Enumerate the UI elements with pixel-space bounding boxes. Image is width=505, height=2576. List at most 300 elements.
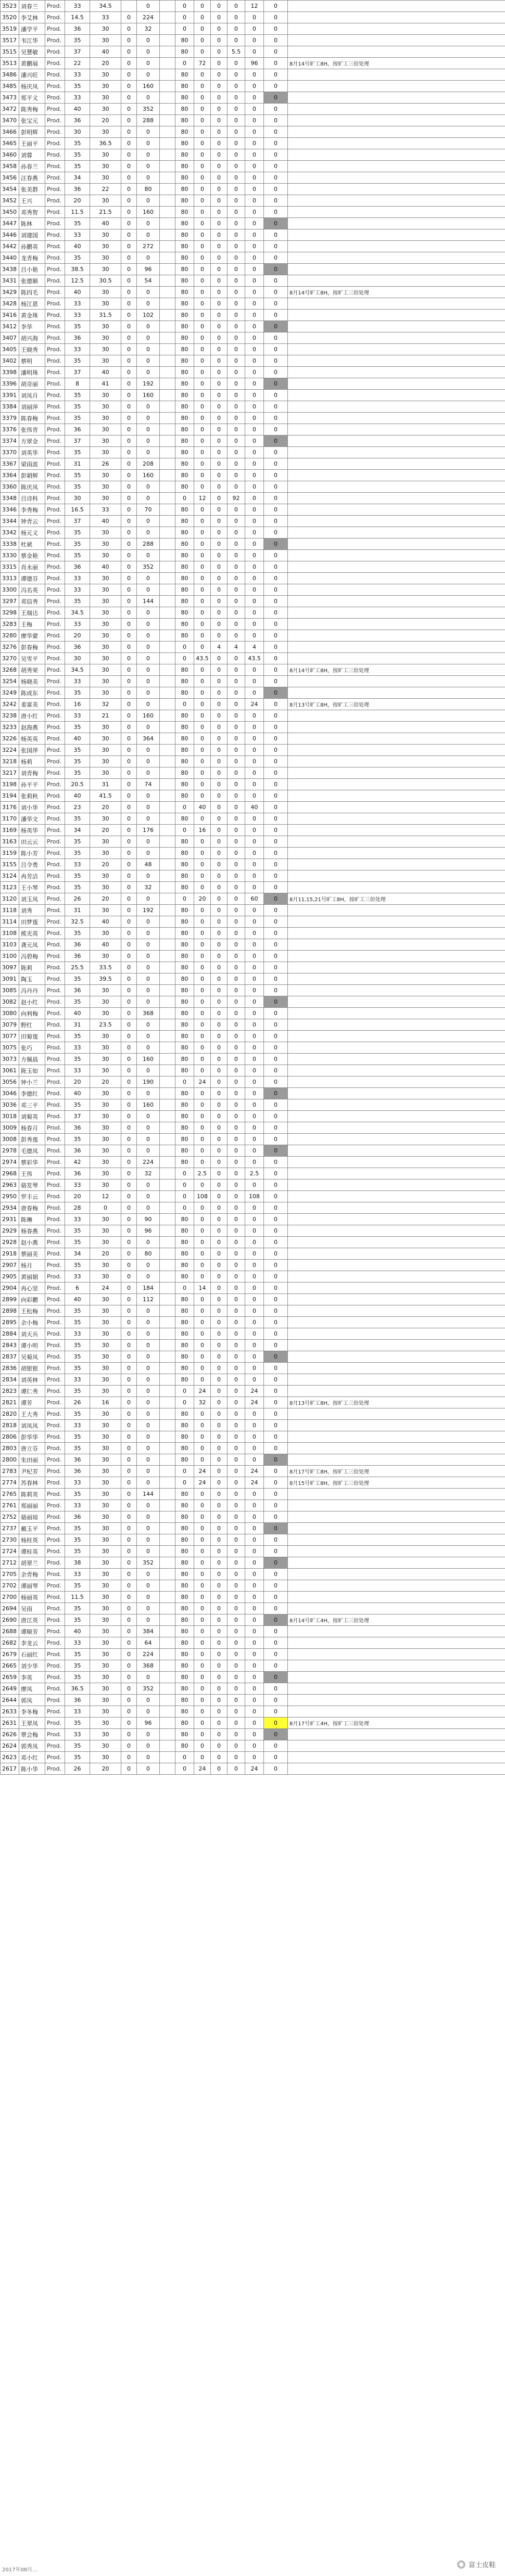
- cell-j: 0: [245, 573, 264, 584]
- cell-type: Prod.: [45, 1111, 65, 1122]
- cell-i: 0: [228, 435, 245, 447]
- cell-c: 0: [121, 699, 137, 710]
- cell-i: 0: [228, 1111, 245, 1122]
- cell-id: 2974: [1, 1157, 19, 1168]
- cell-note: [288, 355, 505, 367]
- cell-h: 0: [211, 1649, 228, 1660]
- cell-h: 0: [211, 1111, 228, 1122]
- cell-a: 20: [65, 1191, 90, 1202]
- cell-e: [160, 1523, 175, 1534]
- cell-note: [288, 252, 505, 264]
- cell-k: 0: [264, 58, 288, 69]
- cell-b: 30: [90, 1054, 121, 1065]
- cell-a: 25.5: [65, 962, 90, 973]
- cell-k: 0: [264, 1363, 288, 1374]
- cell-c: 0: [121, 390, 137, 401]
- cell-type: Prod.: [45, 1603, 65, 1614]
- cell-id: 2803: [1, 1443, 19, 1454]
- cell-b: 30: [90, 1706, 121, 1718]
- cell-b: 41: [90, 378, 121, 390]
- cell-d: 0: [137, 1202, 160, 1214]
- cell-a: 35: [65, 1099, 90, 1111]
- cell-c: 0: [121, 367, 137, 378]
- cell-note: 8月13号旷工8H，按旷工三倍处理: [288, 1397, 505, 1408]
- cell-e: [160, 504, 175, 516]
- cell-f: 0: [175, 1191, 194, 1202]
- table-row: [1, 893, 505, 905]
- cell-j: 0: [245, 1511, 264, 1523]
- cell-f: 80: [175, 1157, 194, 1168]
- cell-k: 0: [264, 149, 288, 161]
- cell-id: 2737: [1, 1523, 19, 1534]
- cell-f: 80: [175, 1649, 194, 1660]
- cell-g: 0: [194, 1157, 211, 1168]
- cell-id: 2899: [1, 1294, 19, 1305]
- cell-b: 30: [90, 1294, 121, 1305]
- cell-b: 24: [90, 1283, 121, 1294]
- cell-i: 0: [228, 1386, 245, 1397]
- cell-a: 40: [65, 790, 90, 802]
- cell-j: 0: [245, 1260, 264, 1271]
- cell-b: 30: [90, 1008, 121, 1019]
- cell-c: 0: [121, 1718, 137, 1729]
- cell-a: 33: [65, 584, 90, 596]
- cell-i: 4: [228, 642, 245, 653]
- cell-i: 0: [228, 310, 245, 321]
- cell-k: 0: [264, 1054, 288, 1065]
- cell-g: 0: [194, 1706, 211, 1718]
- cell-d: 0: [137, 767, 160, 779]
- cell-f: 80: [175, 252, 194, 264]
- cell-j: 0: [245, 1248, 264, 1260]
- cell-type: Prod.: [45, 1019, 65, 1031]
- cell-g: 0: [194, 985, 211, 996]
- cell-id: 3114: [1, 916, 19, 928]
- cell-g: 0: [194, 1431, 211, 1443]
- cell-name: 张巧: [19, 1042, 45, 1054]
- cell-k: 0: [264, 951, 288, 962]
- table-row: [1, 470, 505, 481]
- cell-e: [160, 676, 175, 687]
- cell-g: 0: [194, 298, 211, 310]
- cell-c: 0: [121, 355, 137, 367]
- cell-f: 80: [175, 687, 194, 699]
- table-row: [1, 813, 505, 825]
- cell-h: 0: [211, 996, 228, 1008]
- table-row: [1, 321, 505, 332]
- cell-i: 0: [228, 1157, 245, 1168]
- table-row: [1, 1603, 505, 1614]
- cell-note: [288, 1740, 505, 1752]
- cell-d: 0: [137, 1042, 160, 1054]
- cell-k: 0: [264, 1099, 288, 1111]
- cell-type: Prod.: [45, 1386, 65, 1397]
- cell-name: 陈玉如: [19, 1065, 45, 1076]
- table-row: [1, 104, 505, 115]
- cell-d: 0: [137, 985, 160, 996]
- cell-d: 0: [137, 1614, 160, 1626]
- cell-type: Prod.: [45, 516, 65, 527]
- cell-id: 3108: [1, 928, 19, 939]
- cell-f: 80: [175, 1054, 194, 1065]
- cell-g: 0: [194, 138, 211, 149]
- cell-a: 31: [65, 1019, 90, 1031]
- cell-id: 2931: [1, 1214, 19, 1225]
- cell-name: 向彩鹏: [19, 1294, 45, 1305]
- cell-a: 33: [65, 1500, 90, 1511]
- cell-h: 0: [211, 413, 228, 424]
- cell-id: 2659: [1, 1672, 19, 1683]
- cell-type: Prod.: [45, 161, 65, 172]
- table-row: [1, 184, 505, 195]
- cell-k: 0: [264, 916, 288, 928]
- cell-type: Prod.: [45, 767, 65, 779]
- cell-k: 0: [264, 1157, 288, 1168]
- cell-f: 80: [175, 1008, 194, 1019]
- cell-type: Prod.: [45, 1672, 65, 1683]
- cell-i: 0: [228, 1729, 245, 1740]
- cell-j: 0: [245, 1019, 264, 1031]
- cell-h: 0: [211, 653, 228, 664]
- cell-f: 80: [175, 848, 194, 859]
- cell-f: 80: [175, 607, 194, 619]
- cell-id: 2963: [1, 1180, 19, 1191]
- cell-g: 0: [194, 69, 211, 81]
- cell-g: 0: [194, 1145, 211, 1157]
- cell-h: 0: [211, 390, 228, 401]
- cell-j: 0: [245, 172, 264, 184]
- cell-a: 36: [65, 1145, 90, 1157]
- cell-d: 0: [137, 848, 160, 859]
- cell-j: 0: [245, 1031, 264, 1042]
- cell-a: 35: [65, 539, 90, 550]
- cell-name: 唐小红: [19, 710, 45, 722]
- cell-j: 0: [245, 1420, 264, 1431]
- cell-b: 30: [90, 172, 121, 184]
- cell-type: Prod.: [45, 1477, 65, 1489]
- cell-c: 0: [121, 435, 137, 447]
- cell-k: 0: [264, 1614, 288, 1626]
- cell-b: 20: [90, 825, 121, 836]
- cell-d: 0: [137, 1397, 160, 1408]
- cell-k: 0: [264, 527, 288, 539]
- cell-i: 0: [228, 1489, 245, 1500]
- cell-id: 3367: [1, 458, 19, 470]
- cell-id: 2690: [1, 1614, 19, 1626]
- cell-h: 0: [211, 1134, 228, 1145]
- cell-a: 35: [65, 756, 90, 767]
- cell-f: 0: [175, 493, 194, 504]
- cell-b: 30: [90, 1752, 121, 1763]
- cell-id: 3097: [1, 962, 19, 973]
- cell-note: [288, 1260, 505, 1271]
- watermark: [454, 2558, 499, 2571]
- cell-b: 40: [90, 516, 121, 527]
- cell-e: [160, 470, 175, 481]
- cell-k: 0: [264, 447, 288, 458]
- cell-note: [288, 653, 505, 664]
- cell-note: [288, 985, 505, 996]
- table-row: [1, 1466, 505, 1477]
- cell-note: [288, 12, 505, 23]
- cell-d: 0: [137, 973, 160, 985]
- cell-type: Prod.: [45, 607, 65, 619]
- cell-j: 0: [245, 619, 264, 630]
- cell-type: Prod.: [45, 1637, 65, 1649]
- cell-a: 40: [65, 1008, 90, 1019]
- cell-f: 80: [175, 539, 194, 550]
- cell-b: 30: [90, 1672, 121, 1683]
- cell-a: 11.5: [65, 207, 90, 218]
- cell-note: [288, 996, 505, 1008]
- cell-name: 刘菊英: [19, 1111, 45, 1122]
- cell-f: 80: [175, 390, 194, 401]
- cell-name: 潘学平: [19, 23, 45, 35]
- cell-h: 0: [211, 710, 228, 722]
- table-row: [1, 1122, 505, 1134]
- cell-g: 0: [194, 1649, 211, 1660]
- cell-e: [160, 1626, 175, 1637]
- cell-d: 80: [137, 184, 160, 195]
- cell-d: 80: [137, 1248, 160, 1260]
- table-row: [1, 1042, 505, 1054]
- cell-id: 3018: [1, 1111, 19, 1122]
- cell-name: 潘华文: [19, 813, 45, 825]
- cell-k: 0: [264, 756, 288, 767]
- cell-c: 0: [121, 1294, 137, 1305]
- cell-f: 80: [175, 195, 194, 207]
- cell-c: 0: [121, 1237, 137, 1248]
- cell-j: 0: [245, 298, 264, 310]
- cell-b: 30: [90, 1477, 121, 1489]
- cell-e: [160, 81, 175, 92]
- cell-e: [160, 1237, 175, 1248]
- cell-f: 80: [175, 1740, 194, 1752]
- cell-note: [288, 115, 505, 126]
- cell-name: 杨月: [19, 1260, 45, 1271]
- cell-e: [160, 687, 175, 699]
- cell-e: [160, 584, 175, 596]
- cell-h: 4: [211, 642, 228, 653]
- table-row: [1, 1374, 505, 1386]
- cell-type: Prod.: [45, 46, 65, 58]
- cell-h: 0: [211, 767, 228, 779]
- cell-g: 0: [194, 435, 211, 447]
- cell-d: 0: [137, 1134, 160, 1145]
- cell-c: 0: [121, 1546, 137, 1557]
- cell-a: 35: [65, 1660, 90, 1672]
- cell-d: 0: [137, 126, 160, 138]
- cell-type: Prod.: [45, 1065, 65, 1076]
- cell-d: 144: [137, 596, 160, 607]
- cell-h: 0: [211, 699, 228, 710]
- cell-c: 0: [121, 149, 137, 161]
- cell-k: 0: [264, 550, 288, 561]
- cell-g: 0: [194, 619, 211, 630]
- cell-k: 0: [264, 1397, 288, 1408]
- cell-note: [288, 756, 505, 767]
- cell-g: 0: [194, 207, 211, 218]
- cell-k: 0: [264, 1202, 288, 1214]
- cell-g: 0: [194, 104, 211, 115]
- cell-a: 36: [65, 424, 90, 435]
- cell-i: 0: [228, 699, 245, 710]
- cell-k: 0: [264, 1237, 288, 1248]
- cell-id: 3428: [1, 298, 19, 310]
- cell-i: 0: [228, 1477, 245, 1489]
- cell-id: 2644: [1, 1695, 19, 1706]
- cell-i: 0: [228, 1145, 245, 1157]
- cell-a: 35: [65, 161, 90, 172]
- cell-id: 2694: [1, 1603, 19, 1614]
- cell-id: 2834: [1, 1374, 19, 1386]
- cell-name: 王伟: [19, 1168, 45, 1180]
- cell-c: 0: [121, 550, 137, 561]
- table-row: [1, 1557, 505, 1569]
- cell-g: 0: [194, 1008, 211, 1019]
- cell-f: 80: [175, 1454, 194, 1466]
- cell-type: Prod.: [45, 287, 65, 298]
- cell-type: Prod.: [45, 1305, 65, 1317]
- cell-e: [160, 962, 175, 973]
- cell-f: 80: [175, 1695, 194, 1706]
- cell-k: 0: [264, 481, 288, 493]
- cell-type: Prod.: [45, 424, 65, 435]
- cell-a: 35: [65, 1580, 90, 1592]
- cell-d: 0: [137, 756, 160, 767]
- cell-note: [288, 1660, 505, 1672]
- cell-i: 0: [228, 962, 245, 973]
- cell-j: 0: [245, 470, 264, 481]
- cell-h: 0: [211, 745, 228, 756]
- cell-k: 0: [264, 1351, 288, 1363]
- cell-id: 2820: [1, 1408, 19, 1420]
- cell-d: 0: [137, 218, 160, 229]
- cell-a: 36: [65, 1168, 90, 1180]
- table-row: [1, 92, 505, 104]
- cell-j: 24: [245, 1386, 264, 1397]
- cell-d: 0: [137, 550, 160, 561]
- table-row: [1, 596, 505, 607]
- cell-j: 0: [245, 1603, 264, 1614]
- cell-type: Prod.: [45, 435, 65, 447]
- cell-note: [288, 481, 505, 493]
- cell-name: 向利梅: [19, 1008, 45, 1019]
- cell-c: 0: [121, 561, 137, 573]
- table-row: [1, 1614, 505, 1626]
- cell-d: 0: [137, 252, 160, 264]
- cell-note: [288, 1157, 505, 1168]
- cell-e: [160, 69, 175, 81]
- cell-f: 80: [175, 35, 194, 46]
- cell-type: Prod.: [45, 69, 65, 81]
- cell-type: Prod.: [45, 1214, 65, 1225]
- cell-type: Prod.: [45, 1695, 65, 1706]
- cell-c: 0: [121, 1374, 137, 1386]
- cell-c: 0: [121, 1454, 137, 1466]
- cell-b: 30: [90, 104, 121, 115]
- cell-name: 谭德芬: [19, 573, 45, 584]
- cell-g: 0: [194, 344, 211, 355]
- cell-k: 0: [264, 207, 288, 218]
- cell-j: 0: [245, 367, 264, 378]
- cell-j: 0: [245, 745, 264, 756]
- cell-e: [160, 1099, 175, 1111]
- table-row: [1, 1626, 505, 1637]
- cell-name: 陈小芳: [19, 848, 45, 859]
- cell-i: 0: [228, 1557, 245, 1569]
- cell-e: [160, 1489, 175, 1500]
- cell-h: 0: [211, 1511, 228, 1523]
- cell-c: 0: [121, 104, 137, 115]
- cell-c: 0: [121, 607, 137, 619]
- cell-d: 0: [137, 1477, 160, 1489]
- cell-note: [288, 1546, 505, 1557]
- cell-j: 0: [245, 951, 264, 962]
- cell-a: 35: [65, 1523, 90, 1534]
- cell-b: 30: [90, 1557, 121, 1569]
- cell-name: 冯丹丹: [19, 985, 45, 996]
- cell-j: 0: [245, 722, 264, 733]
- cell-k: 0: [264, 1580, 288, 1592]
- cell-i: 0: [228, 355, 245, 367]
- cell-e: [160, 1420, 175, 1431]
- cell-f: 80: [175, 1237, 194, 1248]
- cell-g: 24: [194, 1076, 211, 1088]
- cell-e: [160, 1134, 175, 1145]
- cell-type: Prod.: [45, 1660, 65, 1672]
- cell-a: 8: [65, 378, 90, 390]
- cell-name: 张宝元: [19, 115, 45, 126]
- cell-c: 0: [121, 1317, 137, 1328]
- cell-e: [160, 1305, 175, 1317]
- cell-e: [160, 1065, 175, 1076]
- cell-b: 30: [90, 1649, 121, 1660]
- cell-i: 0: [228, 1351, 245, 1363]
- cell-k: 0: [264, 1019, 288, 1031]
- cell-type: Prod.: [45, 1317, 65, 1328]
- cell-k: 0: [264, 1145, 288, 1157]
- cell-type: Prod.: [45, 458, 65, 470]
- cell-j: 0: [245, 184, 264, 195]
- cell-h: 0: [211, 1237, 228, 1248]
- cell-f: 80: [175, 1305, 194, 1317]
- cell-e: [160, 1752, 175, 1763]
- cell-id: 2968: [1, 1168, 19, 1180]
- cell-a: 33: [65, 573, 90, 584]
- cell-j: 0: [245, 928, 264, 939]
- cell-c: 0: [121, 470, 137, 481]
- cell-name: 李华: [19, 321, 45, 332]
- cell-j: 0: [245, 882, 264, 893]
- cell-type: Prod.: [45, 413, 65, 424]
- cell-id: 3348: [1, 493, 19, 504]
- cell-f: 0: [175, 1, 194, 12]
- cell-h: 0: [211, 1466, 228, 1477]
- cell-id: 3520: [1, 12, 19, 23]
- cell-d: 0: [137, 1466, 160, 1477]
- cell-j: 0: [245, 435, 264, 447]
- cell-c: 0: [121, 1351, 137, 1363]
- cell-j: 0: [245, 1363, 264, 1374]
- cell-c: 0: [121, 1603, 137, 1614]
- cell-type: Prod.: [45, 1134, 65, 1145]
- cell-note: [288, 1752, 505, 1763]
- cell-d: 0: [137, 1546, 160, 1557]
- cell-id: 3176: [1, 802, 19, 813]
- cell-note: [288, 1534, 505, 1546]
- cell-j: 0: [245, 149, 264, 161]
